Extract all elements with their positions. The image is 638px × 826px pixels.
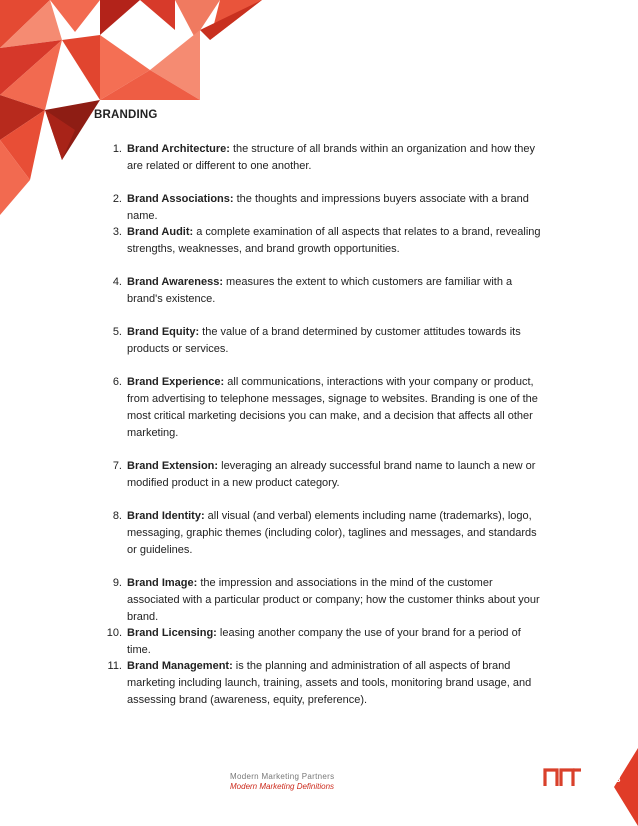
definition-item [0,374,560,442]
definition-item [0,458,560,492]
definition-number: 1. [112,143,122,155]
definition-term: Brand Experience: [127,376,225,388]
definition-term: Brand Audit: [127,226,194,238]
section-title: BRANDING [94,109,158,121]
definition-term: Brand Extension: [127,460,219,472]
definition-item [0,191,560,222]
definition-description: the value of a brand determined by customer attitudes towards its products or services. [127,326,521,355]
definition-description: leasing another company the use of your brand for a period of time. [127,627,521,656]
definition-item [0,224,560,258]
triangle-pattern-decoration [0,0,270,215]
footer-document-title: Modern Marketing Definitions [230,782,335,791]
definition-term: Brand Associations: [127,193,234,205]
definition-description: leveraging an already successful brand name to launch a new or modified product in a new product category. [127,460,536,489]
definition-item [0,575,560,623]
definition-term: Brand Licensing: [127,627,217,639]
definition-text [127,625,545,659]
definition-item [0,324,560,358]
definition-description: the impression and associations in the mind of the customer associated with a particular product or company; how the customer thinks about your brand. [127,577,540,623]
definition-description: a complete examination of all aspects that relates to a brand, revealing strengths, weaknesses, and brand growth opportunities. [127,226,541,255]
definition-text [127,458,545,492]
definition-number: 11. [107,660,122,672]
definition-number: 7. [112,460,122,472]
definition-number: 8. [112,510,122,522]
page-number-corner [614,748,638,826]
definition-description: all visual (and verbal) elements including name (trademarks), logo, messaging, graphic themes (including color), taglines and messages, and standards or guidelines. [127,510,537,556]
definition-number: 5. [112,326,122,338]
footer-company-name: Modern Marketing Partners [230,772,335,781]
definition-description: the thoughts and impressions buyers associate with a brand name. [127,193,529,222]
definition-number: 2. [112,193,122,205]
definition-term: Brand Architecture: [127,143,230,155]
definition-item [0,274,560,308]
definition-number: 10. [106,627,122,639]
definition-text [127,224,545,258]
page-number: 3 [616,775,621,784]
definition-term: Brand Management: [127,660,233,672]
definition-text [127,141,545,175]
mmp-logo-icon [543,766,583,788]
definition-description: the structure of all brands within an organization and how they are related or different to one another. [127,143,536,172]
definition-description: all communications, interactions with your company or product, from advertising to telephone messages, signage to websites. Branding is one of the most critical marketing decisions you can make, and a decision that affects all other marketing. [127,376,538,439]
definition-number: 9. [112,577,122,589]
definition-text [127,575,545,626]
definition-item [0,508,560,559]
definition-description: is the planning and administration of all aspects of brand marketing including launch, training, assets and tools, monitoring brand usage, and assessing brand (awareness, equity, preference). [127,660,532,706]
definition-description: measures the extent to which customers are familiar with a brand's existence. [127,276,513,305]
definition-term: Brand Awareness: [127,276,223,288]
definition-text [127,191,545,225]
definition-item [0,658,560,709]
definition-number: 6. [112,376,122,388]
definition-item [0,625,560,656]
definition-text [127,508,545,559]
definition-text [127,374,545,442]
definition-text [127,324,545,358]
definition-number: 3. [112,226,122,238]
definition-term: Brand Image: [127,577,198,589]
definition-term: Brand Identity: [127,510,205,522]
definition-number: 4. [112,276,122,288]
definition-text [127,658,545,709]
definition-item [0,141,560,175]
definition-term: Brand Equity: [127,326,200,338]
definition-text [127,274,545,308]
